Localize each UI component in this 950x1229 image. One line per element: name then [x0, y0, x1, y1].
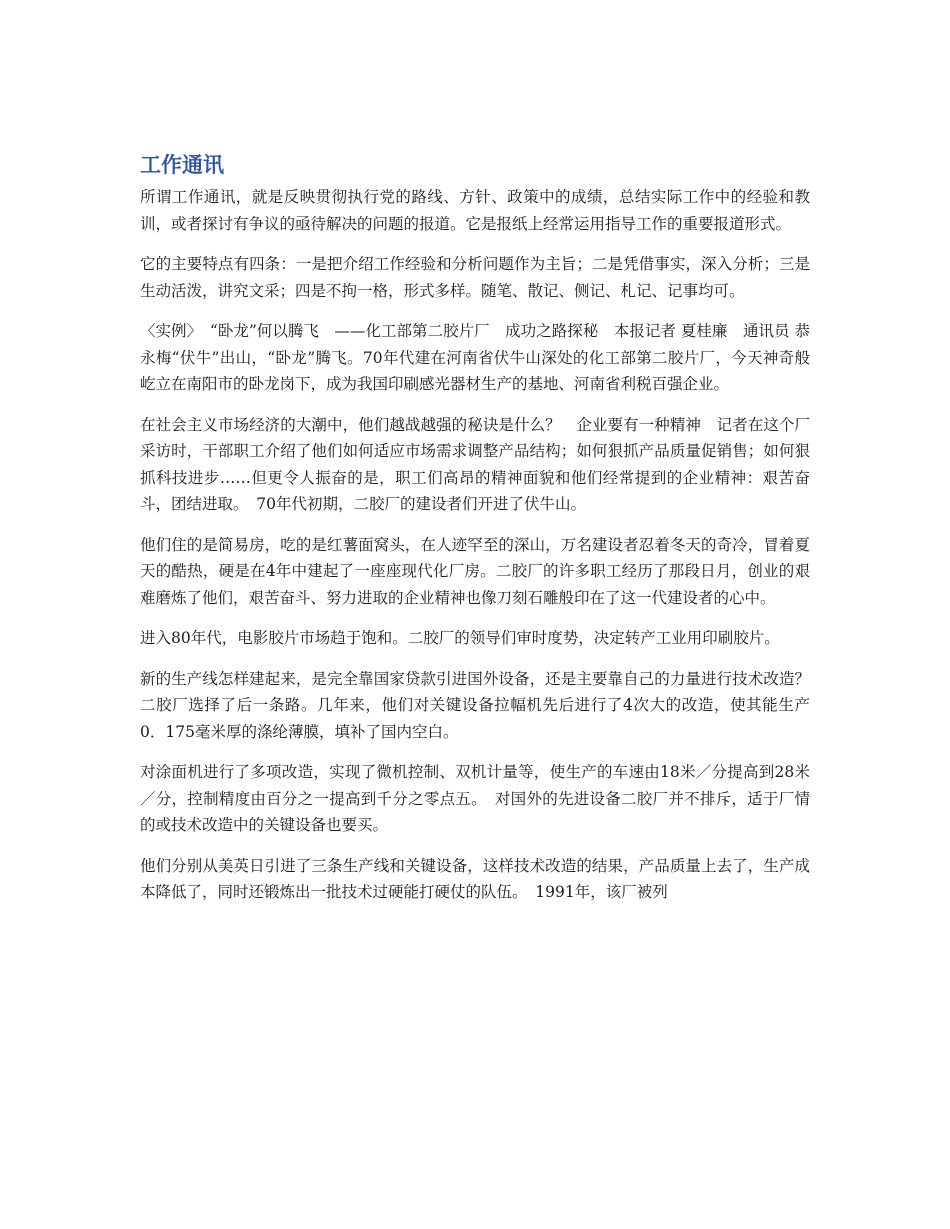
paragraph-early-construction: 他们住的是简易房，吃的是红薯面窝头，在人迹罕至的深山，万名建设者忍着冬天的奇冷，冒着夏天的酷热，硬是在4年中建起了一座座现代化厂房。二胶厂的许多职工经历了那段日月，创业的艰难磨炼了他们，艰苦奋斗、努力进取的企业精神也像刀刻石雕般印在了这一代建设者的心中。	[140, 535, 810, 607]
paragraph-80s-transition: 进入80年代，电影胶片市场趋于饱和。二胶厂的领导们审时度势，决定转产工业用印刷胶片。	[140, 629, 780, 647]
paragraph-coating-machine: 对涂面机进行了多项改造，实现了微机控制、双机计量等，使生产的车速由18米／分提高到28米／分，控制精度由百分之一提高到千分之零点五。 对国外的先进设备二胶厂并不排斥，适于厂情的或技术改造中的关键设备也要买。	[140, 763, 810, 834]
paragraph-features: 它的主要特点有四条：一是把介绍工作经验和分析问题作为主旨；二是凭借事实，深入分析；三是生动活泼，讲究文采；四是不拘一格，形式多样。随笔、散记、侧记、札记、记事均可。	[140, 255, 810, 300]
paragraph-enterprise-spirit: 在社会主义市场经济的大潮中，他们越战越强的秘诀是什么？ 企业要有一种精神 记者在这个厂采访时，干部职工介绍了他们如何适应市场需求调整产品结构；如何狠抓产品质量促销售；如何狠抓科技进步……但更令人振奋的是，职工们高昂的精神面貌和他们经常提到的企业精神：艰苦奋斗，团结进取。 70年代初期，二胶厂的建设者们开进了伏牛山。	[140, 415, 810, 513]
document-page	[140, 148, 810, 920]
document-title: 工作通讯	[140, 153, 224, 177]
paragraph-production-line: 新的生产线怎样建起来，是完全靠国家贷款引进国外设备，还是主要靠自己的力量进行技术改造？二胶厂选择了后一条路。几年来，他们对关键设备拉幅机先后进行了4次大的改造，使其能生产0．175毫米厚的涤纶薄膜，填补了国内空白。	[140, 669, 810, 741]
paragraph-imports: 他们分别从美英日引进了三条生产线和关键设备，这样技术改造的结果，产品质量上去了，生产成本降低了，同时还锻炼出一批技术过硬能打硬仗的队伍。 1991年，该厂被列	[140, 856, 810, 901]
paragraph-definition: 所谓工作通讯，就是反映贯彻执行党的路线、方针、政策中的成绩，总结实际工作中的经验和教训，或者探讨有争议的亟待解决的问题的报道。它是报纸上经常运用指导工作的重要报道形式。	[140, 188, 810, 233]
paragraph-example-intro: 〈实例〉 “卧龙”何以腾飞 ——化工部第二胶片厂 成功之路探秘 本报记者 夏桂廉 通讯员 恭永梅“伏牛”出山，“卧龙”腾飞。70年代建在河南省伏牛山深处的化工部第二胶片厂，今天神奇般屹立在南阳市的卧龙岗下，成为我国印刷感光器材生产的基地、河南省利税百强企业。	[140, 322, 810, 393]
